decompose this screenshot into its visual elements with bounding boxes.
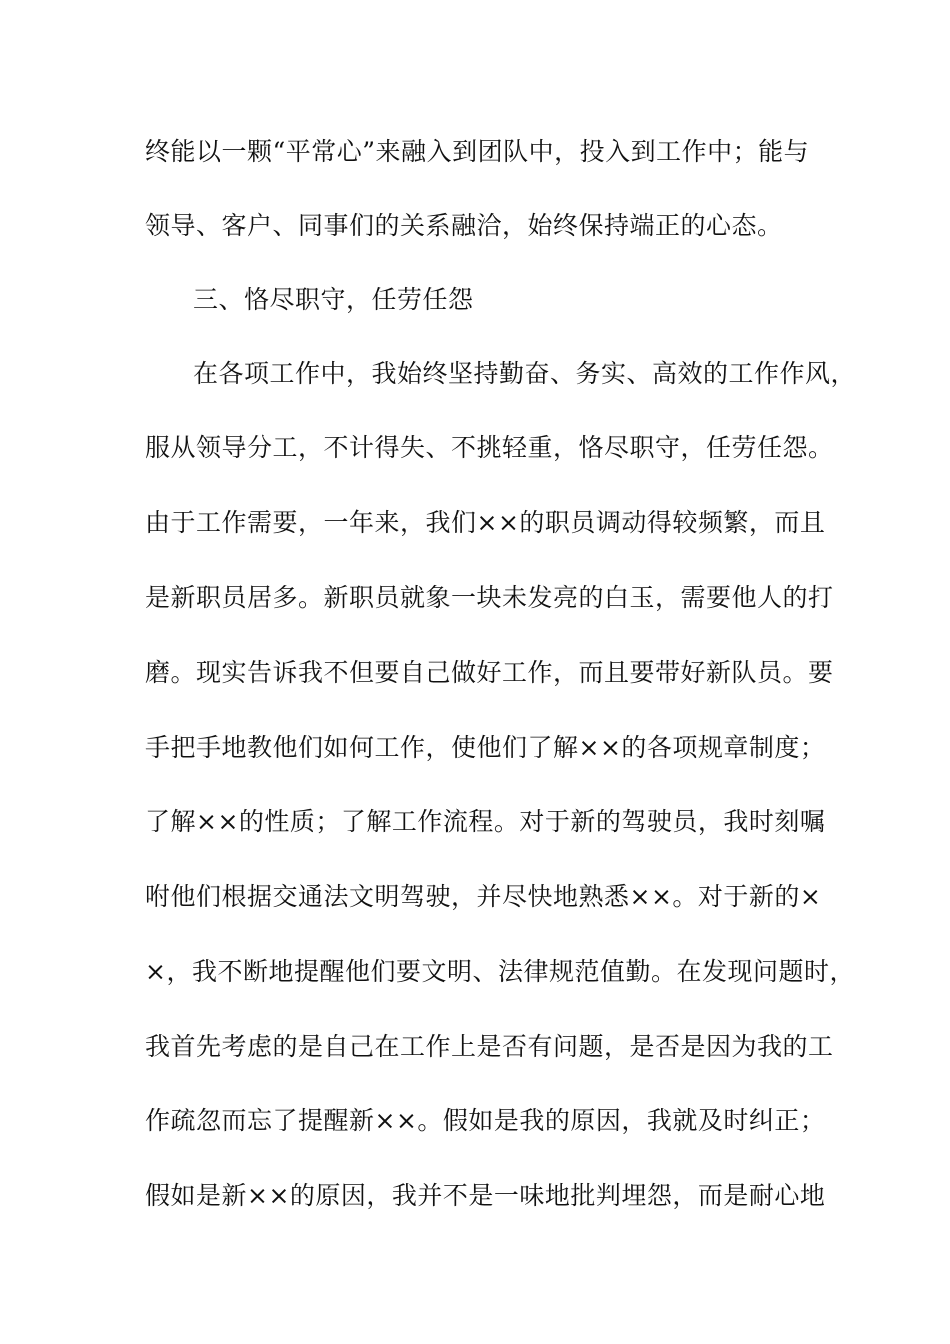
text-line: 咐他们根据交通法文明驾驶，并尽快地熟悉××。对于新的× bbox=[145, 882, 822, 911]
text-line: 由于工作需要，一年来，我们××的职员调动得较频繁，而且 bbox=[145, 508, 826, 537]
paragraph-first-line: 在各项工作中，我始终坚持勤奋、务实、高效的工作作风， bbox=[193, 359, 857, 388]
section-heading: 三、恪尽职守，任劳任怨 bbox=[193, 285, 474, 314]
text-line: 我首先考虑的是自己在工作上是否有问题，是否是因为我的工 bbox=[145, 1032, 834, 1061]
text-line: 磨。现实告诉我不但要自己做好工作，而且要带好新队员。要 bbox=[145, 658, 834, 687]
text-line: 终能以一颗“平常心”来融入到团队中，投入到工作中；能与 bbox=[145, 137, 810, 166]
text-line: ×，我不断地提醒他们要文明、法律规范值勤。在发现问题时， bbox=[145, 957, 855, 986]
text-line: 假如是新××的原因，我并不是一味地批判埋怨，而是耐心地 bbox=[145, 1181, 826, 1210]
text-line: 领导、客户、同事们的关系融洽，始终保持端正的心态。 bbox=[145, 211, 783, 240]
text-line: 手把手地教他们如何工作，使他们了解××的各项规章制度； bbox=[145, 733, 826, 762]
text-line: 了解××的性质；了解工作流程。对于新的驾驶员，我时刻嘱 bbox=[145, 807, 826, 836]
text-line: 服从领导分工，不计得失、不挑轻重，恪尽职守，任劳任怨。 bbox=[145, 433, 834, 462]
text-line: 作疏忽而忘了提醒新××。假如是我的原因，我就及时纠正； bbox=[145, 1106, 826, 1135]
text-line: 是新职员居多。新职员就象一块未发亮的白玉，需要他人的打 bbox=[145, 583, 834, 612]
